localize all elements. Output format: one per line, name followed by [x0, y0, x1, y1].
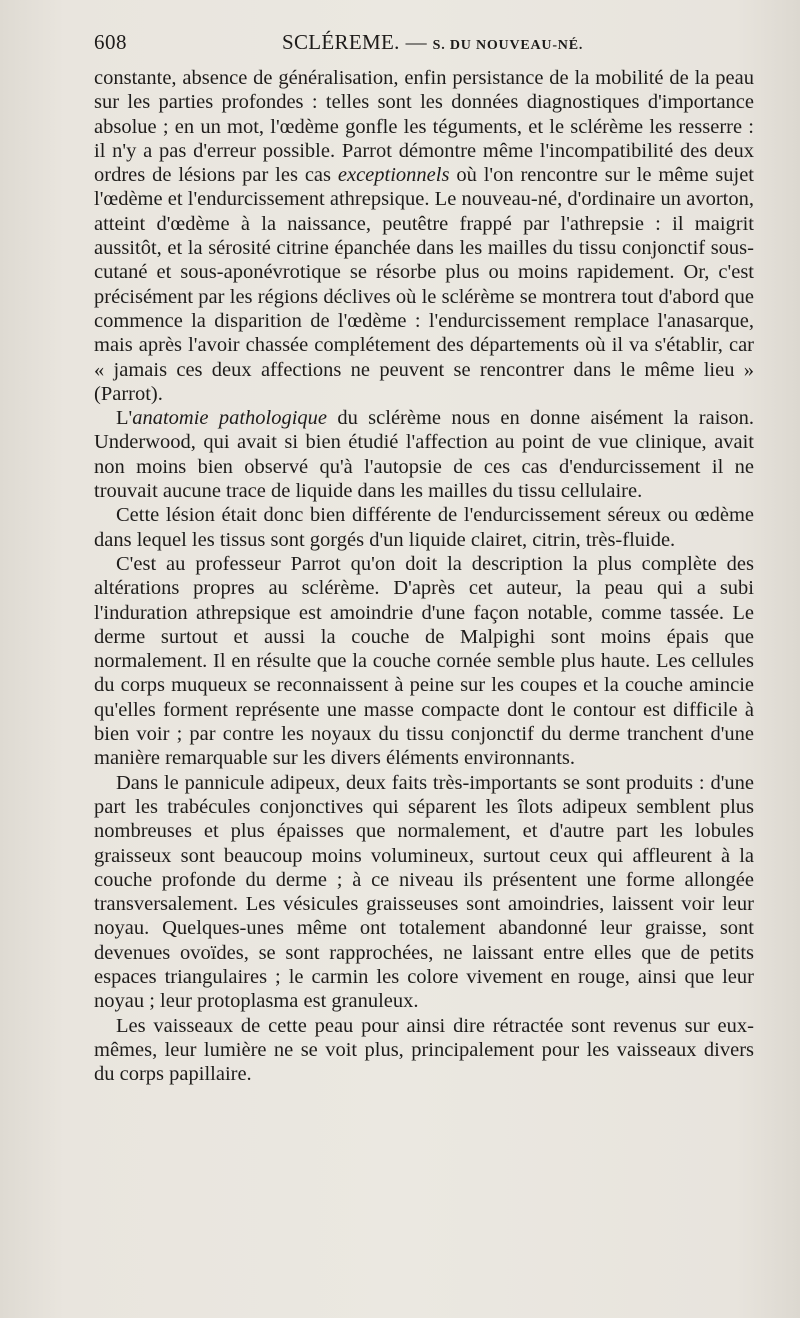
section-heading-italic: anatomie pathologique — [132, 407, 328, 430]
paragraph-text: Cette lésion était donc bien différente de l'endurcissement séreux ou œdème dans lequel les tissus sont gorgés d'un liquide clairet, citrin, très-fluide. — [94, 504, 754, 551]
running-title-dash: — — [405, 30, 427, 54]
paragraph-vaisseaux — [94, 1014, 754, 1087]
page-number: 608 — [94, 30, 127, 54]
body-text — [94, 66, 754, 1086]
paragraph-text: constante, absence de généralisation, enfin persistance de la mobilité de la peau sur les parties profondes : telles sont les données diagnostiques d'importance absolue ; en un mot, l'œdème gonfle les téguments, et le sclérème les resserre : il n'y a pas d'erreur possible. Parrot démontre même l'incompatibilité des deux ordres de lésions par les cas — [94, 67, 754, 187]
paragraph-anatomy — [94, 406, 754, 503]
paragraph-parrot-description — [94, 552, 754, 771]
paragraph-italic-text: exceptionnels — [337, 164, 450, 187]
paragraph-lesion — [94, 503, 754, 552]
running-title — [282, 30, 583, 55]
running-title-main: SCLÉREME. — [282, 30, 400, 54]
running-title-sub: S. DU NOUVEAU-NÉ. — [432, 38, 584, 53]
paragraph-text: Dans le pannicule adipeux, deux faits très-importants se sont produits : d'une part les trabécules conjonctives qui séparent les îlots adipeux semblent plus nombreuses et plus épaisses que normalement, et d'autre part les lobules graisseux sont beaucoup moins volumineux, surtout ceux qui affleurent à la couche profonde du derme ; à ce niveau ils présentent une forme allongée transversalement. Les vésicules graisseuses sont amoindries, laissent voir leur noyau. Quelques-unes même ont totalement abandonné leur graisse, sont devenues ovoïdes, se sont rapprochées, ne laissant entre elles que de petits espaces triangulaires ; le carmin les colore vivement en rouge, ainsi que leur noyau ; leur protoplasma est granuleux. — [94, 771, 754, 1013]
paragraph-text: du sclérème nous en donne aisément la raison. Underwood, qui avait si bien étudié l'affection au point de vue clinique, avait non moins bien observé qu'à l'autopsie de ces cas d'endurcissement il ne trouvait aucune trace de liquide dans les mailles du tissu cellulaire. — [94, 407, 754, 503]
paragraph-text: C'est au professeur Parrot qu'on doit la description la plus complète des altérations propres au sclérème. D'après cet auteur, la peau qui a subi l'induration athrepsique est amoindrie d'une façon notable, comme tassée. Le derme surtout et aussi la couche de Malpighi sont moins épais que normalement. Il en résulte que la couche cornée semble plus haute. Les cellules du corps muqueux se reconnaissent à peine sur les coupes et la couche amincie qu'elles forment représente une masse compacte dont le contour est difficile à bien voir ; par contre les noyaux du tissu conjonctif du derme tranchent d'une manière remarquable sur les divers éléments environnants. — [94, 552, 754, 770]
paragraph-text: Les vaisseaux de cette peau pour ainsi dire rétractée sont revenus sur eux-mêmes, leur lumière ne se voit plus, principalement pour les vaisseaux divers du corps papillaire. — [94, 1014, 754, 1086]
paragraph-continuation — [94, 66, 754, 406]
paragraph-text: où l'on rencontre sur le même sujet l'œdème et l'endurcissement athrepsique. Le nouveau-né, d'ordinaire un avorton, atteint d'œdème à la naissance, peutêtre frappé par l'athrepsie : il maigrit aussitôt, et la sérosité citrine épanchée dans les mailles du tissu conjonctif sous-cutané et sous-aponévrotique se résorbe plus ou moins rapidement. Or, c'est précisément par les régions déclives où le sclérème se montrera tout d'abord que commence la disparition de l'œdème : l'endurcissement remplace l'anasarque, mais après l'avoir chassée complétement des départements où il va s'établir, car « jamais ces deux affections ne peuvent se rencontrer dans le même lieu » (Parrot). — [94, 164, 754, 405]
page-header — [94, 30, 754, 60]
paragraph-text: L' — [116, 407, 133, 430]
paragraph-pannicule — [94, 771, 754, 1014]
